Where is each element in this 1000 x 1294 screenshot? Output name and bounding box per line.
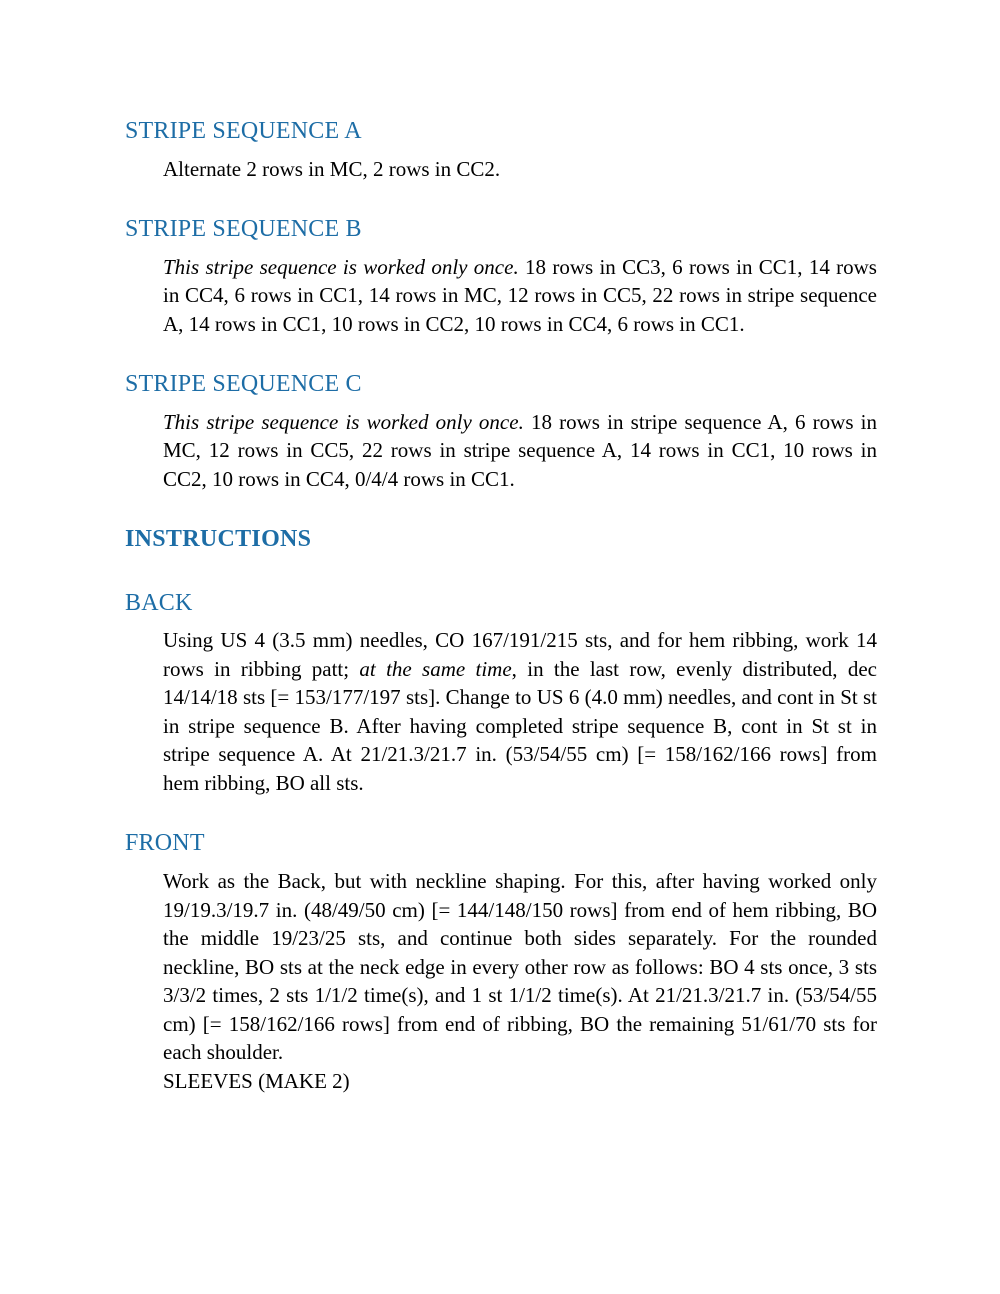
paragraph-stripe-sequence-b: [163, 253, 877, 339]
heading-front: FRONT: [125, 830, 205, 857]
paragraph-front: [163, 867, 877, 1067]
heading-instructions: INSTRUCTIONS: [125, 526, 312, 553]
text-run: Using US 4 (3.5 mm) needles, CO 167/191/215 sts, and for hem ribbing, work 14 rows in ribbing patt;: [163, 628, 877, 681]
paragraph-stripe-sequence-c: [163, 408, 877, 494]
section-stripe-sequence-b: [125, 216, 877, 338]
heading-stripe-sequence-c: STRIPE SEQUENCE C: [125, 371, 362, 398]
text-run: SLEEVES (MAKE 2): [163, 1068, 350, 1093]
paragraph-sleeves-line: [163, 1067, 877, 1096]
paragraph-back: [163, 626, 877, 797]
section-stripe-sequence-a: [125, 118, 877, 183]
text-run: Work as the Back, but with neckline shaping. For this, after having worked only 19/19.3/19.7 in. (48/49/50 cm) [= 144/148/150 rows] from end of hem ribbing, BO the middle 19/23/25 sts, and continue both sides separately. For the rounded neckline, BO sts at the neck edge in every other row as follows: BO 4 sts once, 3 sts 3/3/2 times, 2 sts 1/1/2 time(s), and 1 st 1/1/2 time(s). At 21/21.3/21.7 in. (53/54/55 cm) [= 158/162/166 rows] from end of ribbing, BO the remaining 51/61/70 sts for each shoulder.: [163, 869, 877, 1065]
section-instructions: [125, 526, 877, 554]
text-run-italic: This stripe sequence is worked only once.: [163, 254, 519, 279]
heading-stripe-sequence-a: STRIPE SEQUENCE A: [125, 118, 362, 144]
text-run: Alternate 2 rows in MC, 2 rows in CC2.: [163, 156, 501, 181]
text-run: 18 rows in stripe sequence A, 6 rows in MC, 12 rows in CC5, 22 rows in stripe sequence A, 14 rows in CC1, 10 rows in CC2, 10 rows in CC4, 0/4/4 rows in CC1.: [163, 409, 877, 491]
text-run-italic: This stripe sequence is worked only once.: [163, 409, 524, 434]
heading-back: BACK: [125, 589, 193, 616]
paragraph-stripe-sequence-a: [163, 155, 877, 184]
heading-stripe-sequence-b: STRIPE SEQUENCE B: [125, 216, 362, 243]
document-content: [125, 118, 877, 1128]
text-run: 18 rows in CC3, 6 rows in CC1, 14 rows in CC4, 6 rows in CC1, 14 rows in MC, 12 rows in CC5, 22 rows in stripe sequence A, 14 rows in CC1, 10 rows in CC2, 10 rows in CC4, 6 rows in CC1.: [163, 254, 877, 336]
section-front: [125, 830, 877, 1095]
section-back: [125, 590, 877, 798]
text-run: , in the last row, evenly distributed, dec 14/14/18 sts [= 153/177/197 sts]. Change to US 6 (4.0 mm) needles, and cont in St st in stripe sequence B. After having completed stripe sequence B, cont in St st in stripe sequence A. At 21/21.3/21.7 in. (53/54/55 cm) [= 158/162/166 rows] from hem ribbing, BO all sts.: [163, 656, 878, 795]
text-run-italic: at the same time: [359, 656, 512, 681]
section-stripe-sequence-c: [125, 371, 877, 493]
